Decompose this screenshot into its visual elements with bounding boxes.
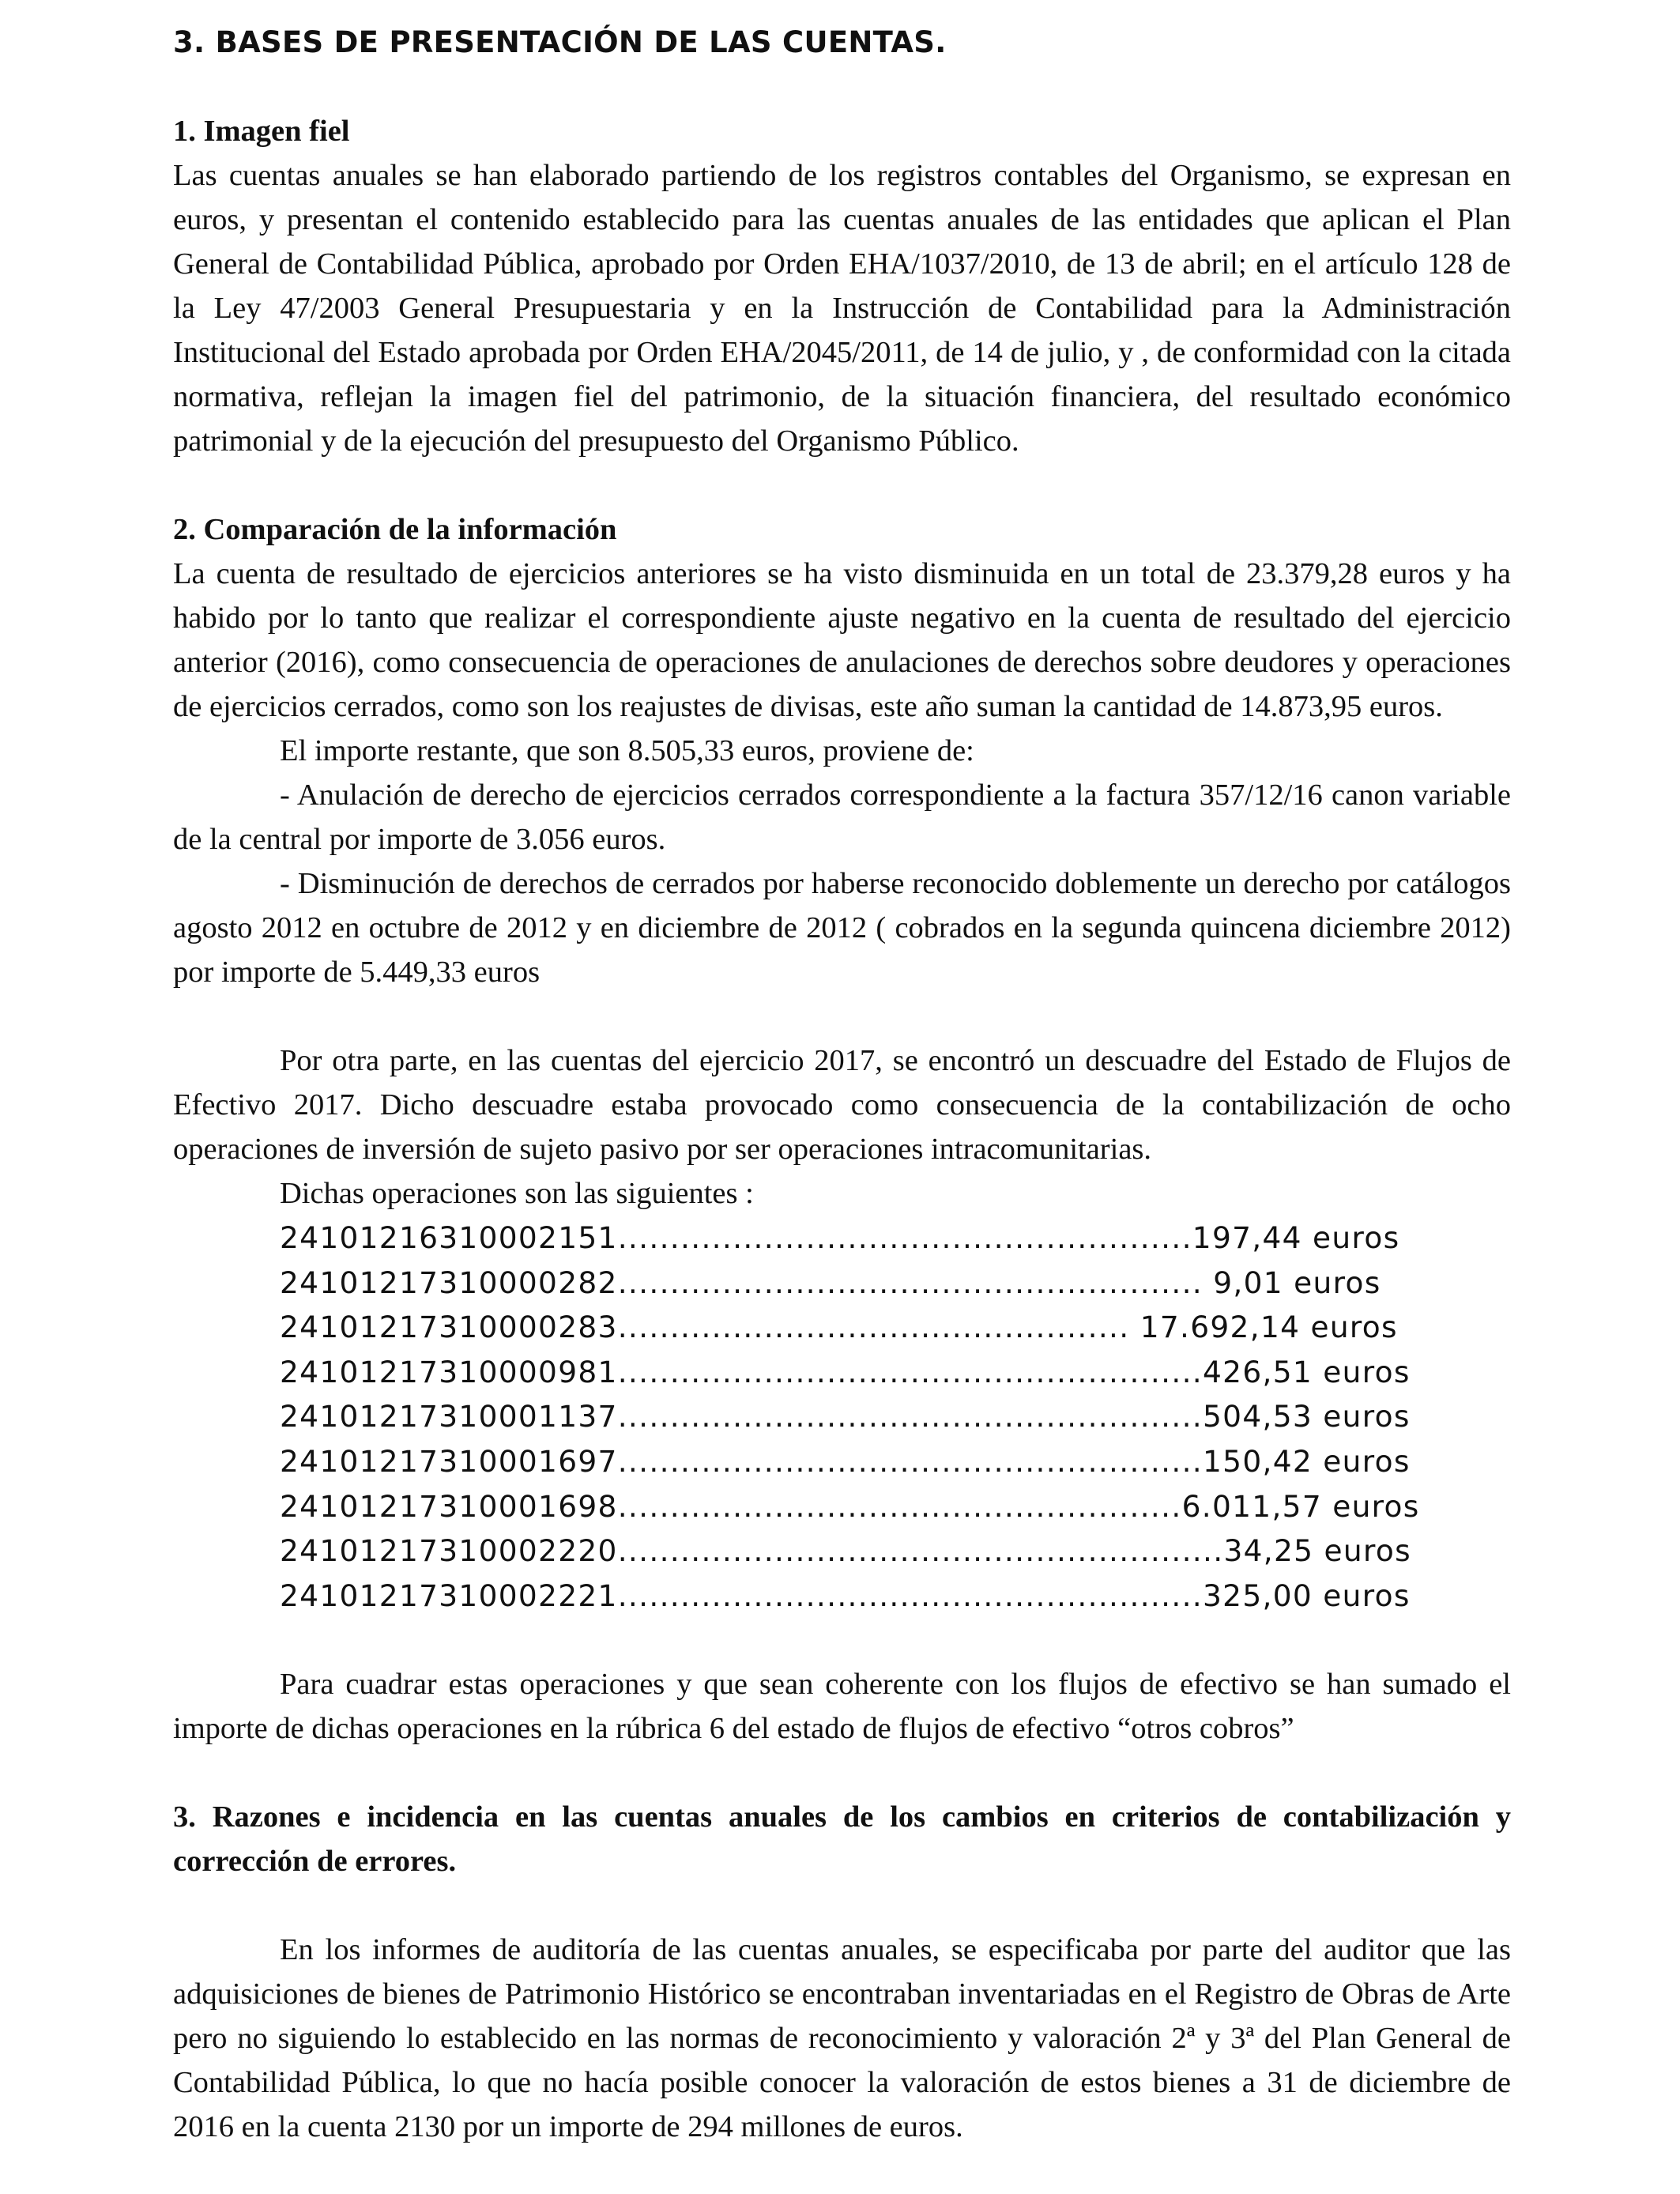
operation-item: 24101217310001697........................................................150,42 euros xyxy=(280,1443,1411,1479)
spacer xyxy=(173,65,1511,109)
section-2-heading: 2. Comparación de la información xyxy=(173,513,617,546)
operation-item: 24101217310002221........................................................325,00 euros xyxy=(280,1578,1411,1613)
section-1-heading: 1. Imagen fiel xyxy=(173,115,350,148)
spacer xyxy=(173,994,1511,1039)
operations-intro: Dichas operaciones son las siguientes : xyxy=(280,1177,754,1210)
section-2-paragraph-4: Para cuadrar estas operaciones y que sean coherente con los flujos de efectivo se han sumado el importe de dichas operaciones en la rúbrica 6 del estado de flujos de efectivo “otros cobros” xyxy=(173,1668,1511,1746)
operation-item: 24101217310001698......................................................6.011,57 euros xyxy=(280,1488,1420,1524)
spacer xyxy=(173,1618,1511,1662)
spacer xyxy=(173,1883,1511,1928)
document-title: 3. BASES DE PRESENTACIÓN DE LAS CUENTAS. xyxy=(173,25,947,59)
section-3-paragraph-1: En los informes de auditoría de las cuentas anuales, se especificaba por parte del auditor que las adquisiciones de bienes de Patrimonio Histórico se encontraban inventariadas en el Registro de Obras de Arte pero no siguiendo lo establecido en las normas de reconocimiento y valoración 2ª y 3ª del Plan General de Contabilidad Pública, lo que no hacía posible conocer la valoración de estos bienes a 31 de diciembre de 2016 en la cuenta 2130 por un importe de 294 millones de euros. xyxy=(173,1933,1511,2144)
section-2-paragraph-1: La cuenta de resultado de ejercicios anteriores se ha visto disminuida en un total de 23.379,28 euros y ha habido por lo tanto que realizar el correspondiente ajuste negativo en la cuenta de resultado del ejercicio anterior (2016), como consecuencia de operaciones de anulaciones de derechos sobre deudores y operaciones de ejercicios cerrados, como son los reajustes de divisas, este año suman la cantidad de 14.873,95 euros. xyxy=(173,557,1511,723)
section-2-bullet-1: - Anulación de derecho de ejercicios cerrados correspondiente a la factura 357/12/16 canon variable de la central por importe de 3.056 euros. xyxy=(173,778,1511,856)
section-2-bullet-2: - Disminución de derechos de cerrados por haberse reconocido doblemente un derecho por catálogos agosto 2012 en octubre de 2012 y en diciembre de 2012 ( cobrados en la segunda quincena diciembre 2012) por importe de 5.449,33 euros xyxy=(173,867,1511,989)
section-2-paragraph-3: Por otra parte, en las cuentas del ejercicio 2017, se encontró un descuadre del Estado de Flujos de Efectivo 2017. Dicho descuadre estaba provocado como consecuencia de la contabilización de ocho operaciones de inversión de sujeto pasivo por ser operaciones intracomunitarias. xyxy=(173,1044,1511,1166)
operations-list xyxy=(173,1216,1511,1618)
spacer xyxy=(173,463,1511,507)
operation-item: 24101216310002151.......................................................197,44 euros xyxy=(280,1220,1400,1255)
operation-item: 24101217310001137........................................................504,53 euros xyxy=(280,1399,1411,1434)
operation-item: 24101217310002220..........................................................34,25 euros xyxy=(280,1533,1411,1569)
section-2-paragraph-2: El importe restante, que son 8.505,33 euros, proviene de: xyxy=(280,734,974,767)
section-1-paragraph: Las cuentas anuales se han elaborado partiendo de los registros contables del Organismo, se expresan en euros, y presentan el contenido establecido para las cuentas anuales de las entidades que aplican el Plan General de Contabilidad Pública, aprobado por Orden EHA/1037/2010, de 13 de abril; en el artículo 128 de la Ley 47/2003 General Presupuestaria y en la Instrucción de Contabilidad para la Administración Institucional del Estado aprobada por Orden EHA/2045/2011, de 14 de julio, y , de conformidad con la citada normativa, reflejan la imagen fiel del patrimonio, de la situación financiera, del resultado económico patrimonial y de la ejecución del presupuesto del Organismo Público. xyxy=(173,159,1511,458)
document-page xyxy=(173,21,1511,2149)
spacer xyxy=(173,1751,1511,1795)
operation-item: 24101217310000283................................................. 17.692,14 euros xyxy=(280,1310,1398,1345)
operation-item: 24101217310000282........................................................ 9,01 euros xyxy=(280,1265,1381,1300)
section-3-heading: 3. Razones e incidencia en las cuentas anuales de los cambios en criterios de contabilización y corrección de errores. xyxy=(173,1800,1511,1879)
operation-item: 24101217310000981........................................................426,51 euros xyxy=(280,1354,1411,1389)
